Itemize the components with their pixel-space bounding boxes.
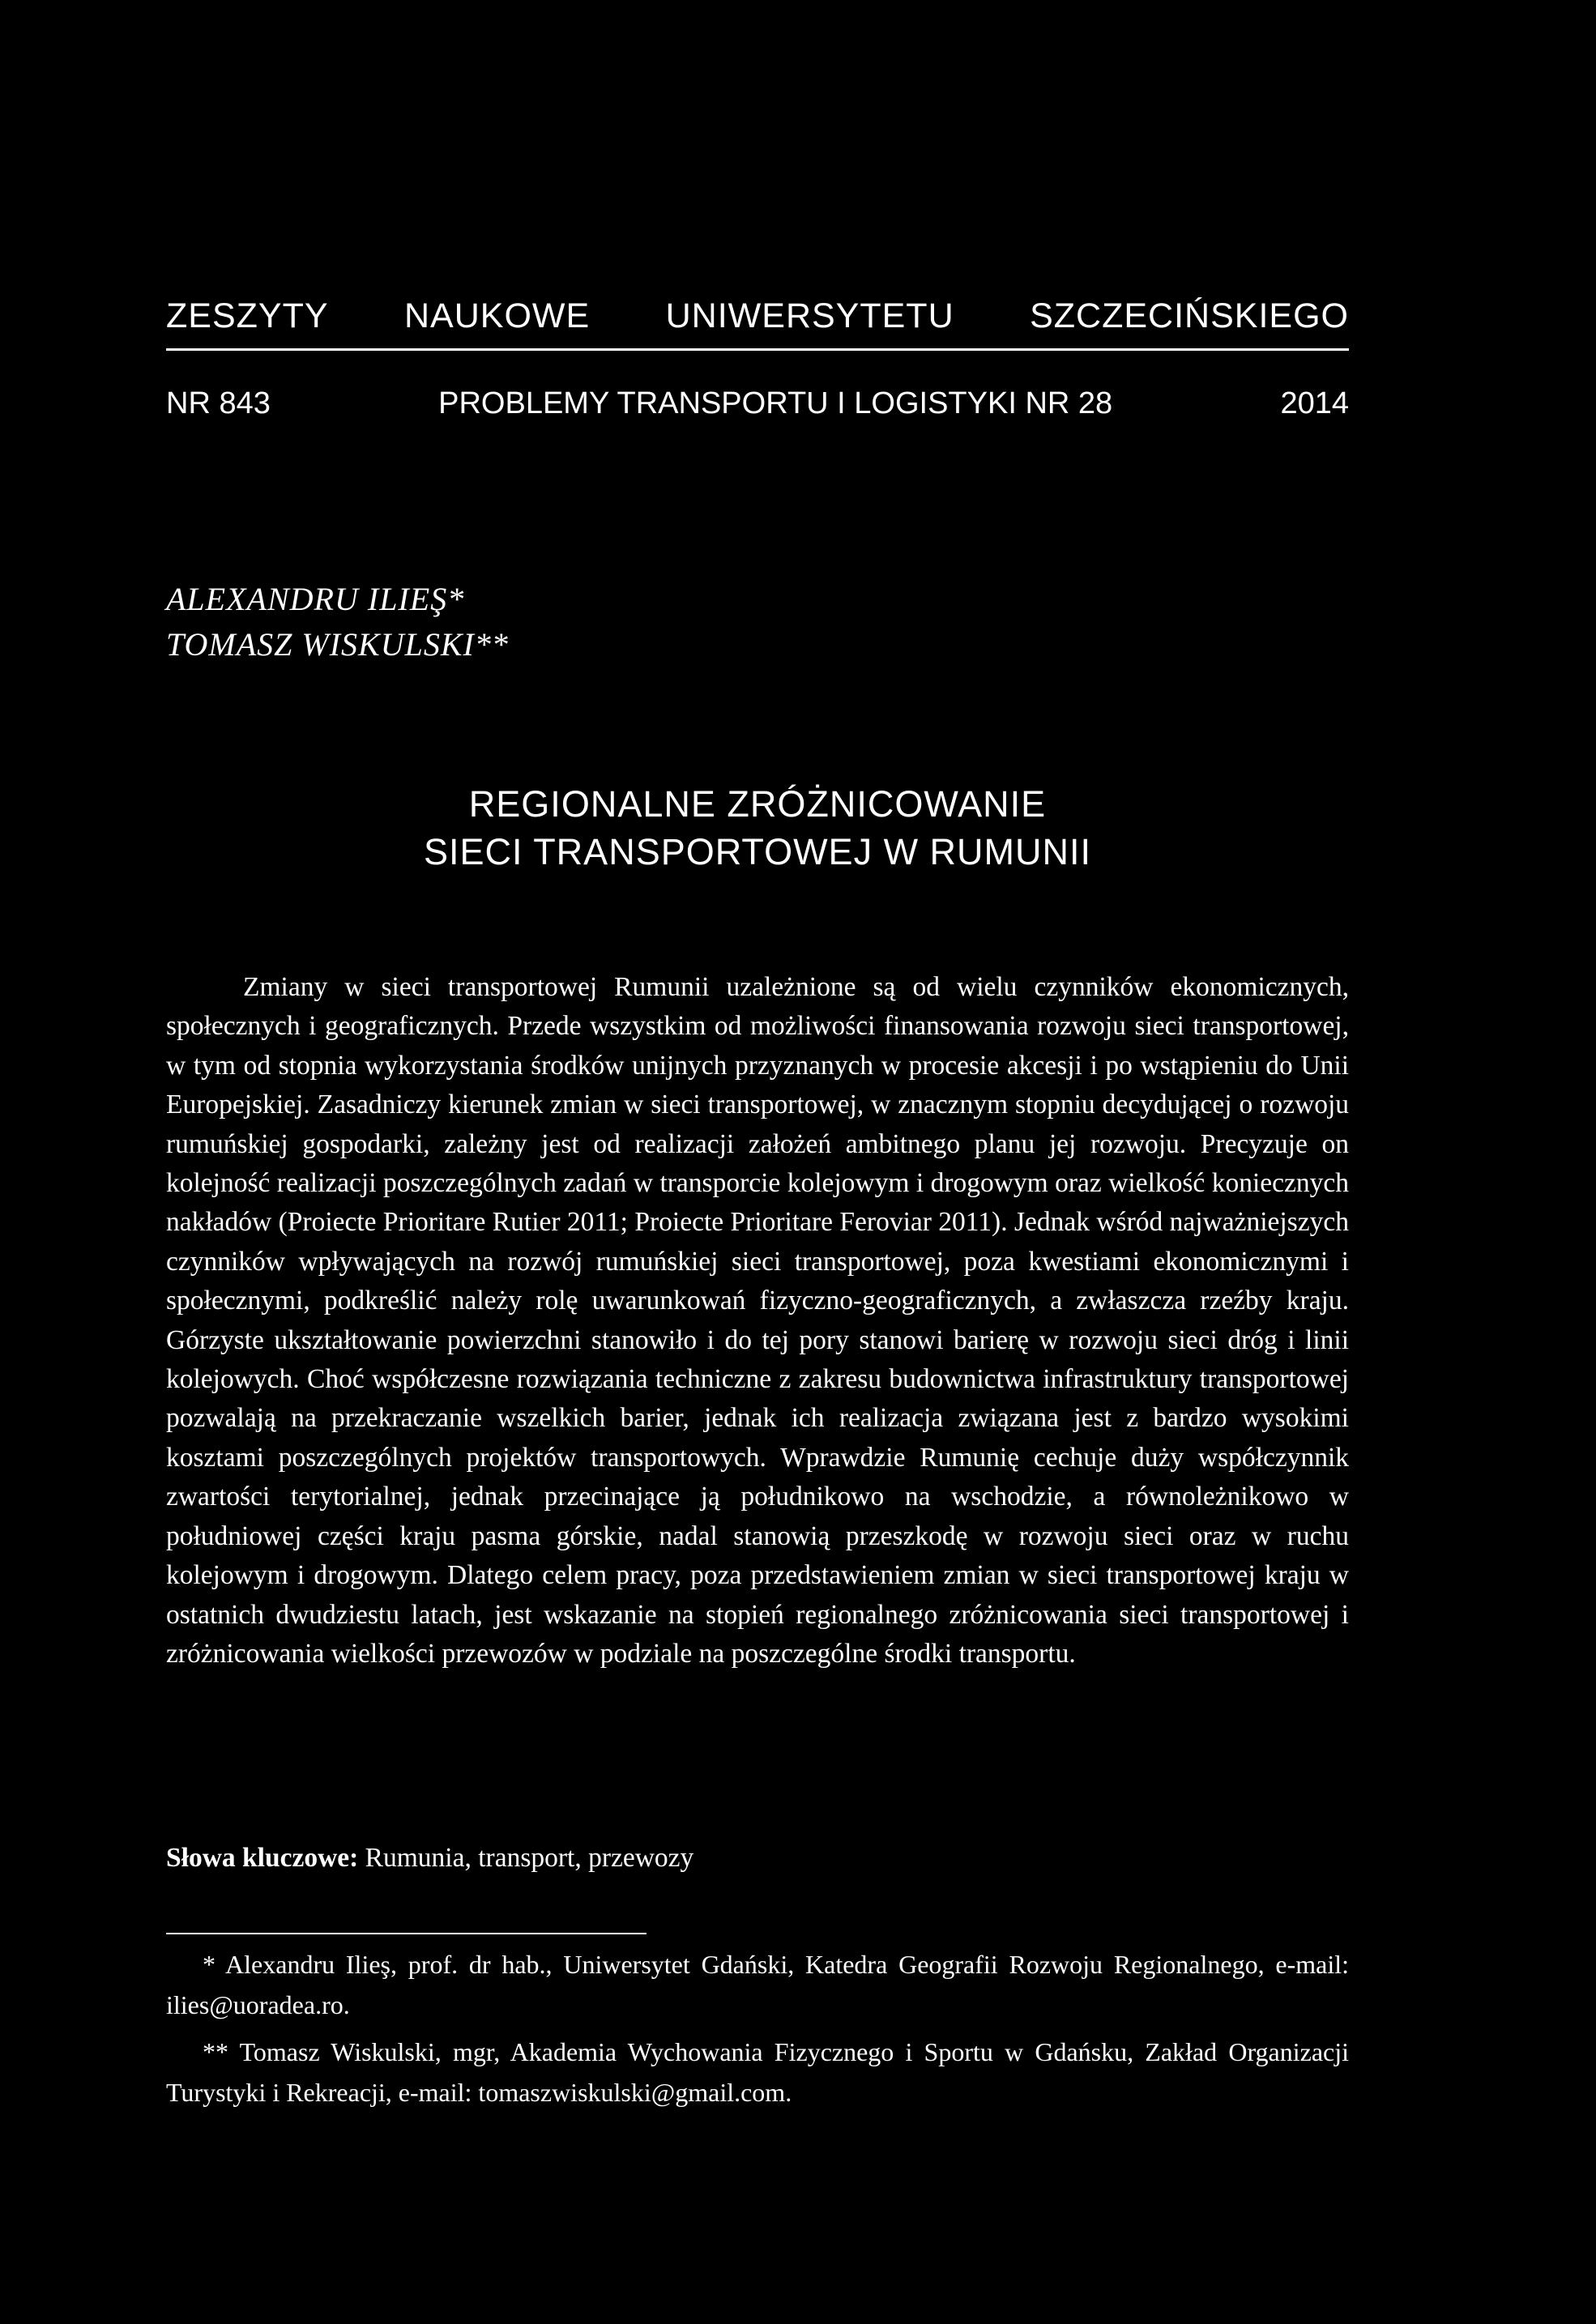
header-divider bbox=[166, 348, 1349, 351]
journal-title-word: NAUKOWE bbox=[403, 296, 591, 335]
footnote: ** Tomasz Wiskulski, mgr, Akademia Wychowania Fizycznego i Sportu w Gdańsku, Zakład Organizacji Turystyki i Rekreacji, e-mail: tomaszwiskulski@gmail.com. bbox=[166, 2037, 1349, 2107]
article-title bbox=[166, 780, 1349, 876]
footnote: * Alexandru Ilieş, prof. dr hab., Uniwersytet Gdański, Katedra Geografii Rozwoju Regionalnego, e-mail: ilies@uoradea.ro. bbox=[166, 1950, 1349, 2019]
journal-title bbox=[166, 292, 1349, 340]
issue-number: NR 843 bbox=[166, 386, 271, 420]
article-title-line: SIECI TRANSPORTOWEJ W RUMUNII bbox=[423, 831, 1092, 872]
journal-title-word: ZESZYTY bbox=[166, 296, 329, 335]
keywords-line bbox=[166, 1839, 1349, 1878]
author-name: ALEXANDRU ILIEŞ* bbox=[166, 581, 465, 617]
footnote-divider bbox=[166, 1933, 647, 1934]
keywords-label: Słowa kluczowe: bbox=[166, 1843, 359, 1873]
author-name: TOMASZ WISKULSKI** bbox=[166, 626, 509, 663]
abstract-paragraph: Zmiany w sieci transportowej Rumunii uzależnione są od wielu czynników ekonomicznych, społecznych i geograficznych. Przede wszystkim od możliwości finansowania rozwoju sieci transportowej, w tym od stopnia wykorzystania środków unijnych przyznanych w procesie akcesji i po wstąpieniu do Unii Europejskiej. Zasadniczy kierunek zmian w sieci transportowej, w znacznym stopniu decydującej o rozwoju rumuńskiej gospodarki, zależny jest od realizacji założeń ambitnego planu jej rozwoju. Precyzuje on kolejność realizacji poszczególnych zadań w transporcie kolejowym i drogowym oraz wielkość koniecznych nakładów (Proiecte Prioritare Rutier 2011; Proiecte Prioritare Feroviar 2011). Jednak wśród najważniejszych czynników wpływających na rozwój rumuńskiej sieci transportowej, poza kwestiami ekonomicznymi i społecznymi, podkreślić należy rolę uwarunkowań fizyczno-geograficznych, a zwłaszcza rzeźby kraju. Górzyste ukształtowanie powierzchni stanowiło i do tej pory stanowi barierę w rozwoju sieci dróg i linii kolejowych. Choć współczesne rozwiązania techniczne z zakresu budownictwa infrastruktury transportowej pozwalają na przekraczanie wszelkich barier, jednak ich realizacja związana jest z bardzo wysokimi kosztami poszczególnych projektów transportowych. Wprawdzie Rumunię cechuje duży współczynnik zwartości terytorialnej, jednak przecinające ją południkowo na wschodzie, a równoleżnikowo w południowej części kraju pasma górskie, nadal stanowią przeszkodę w rozwoju sieci oraz w ruchu kolejowym i drogowym. Dlatego celem pracy, poza przedstawieniem zmian w sieci transportowej kraju w ostatnich dwudziestu latach, jest wskazanie na stopień regionalnego zróżnicowania sieci transportowej i zróżnicowania wielkości przewozów w podziale na poszczególne środki transportu. bbox=[166, 972, 1349, 1669]
journal-title-word: UNIWERSYTETU bbox=[665, 296, 954, 335]
article-title-line: REGIONALNE ZRÓŻNICOWANIE bbox=[468, 783, 1047, 825]
issue-year: 2014 bbox=[1280, 386, 1349, 420]
issue-line bbox=[166, 381, 1349, 426]
keywords-value: Rumunia, transport, przewozy bbox=[365, 1843, 694, 1873]
author-list bbox=[166, 577, 509, 667]
series-title: PROBLEMY TRANSPORTU I LOGISTYKI NR 28 bbox=[438, 386, 1113, 420]
journal-title-word: SZCZECIŃSKIEGO bbox=[1030, 296, 1349, 335]
